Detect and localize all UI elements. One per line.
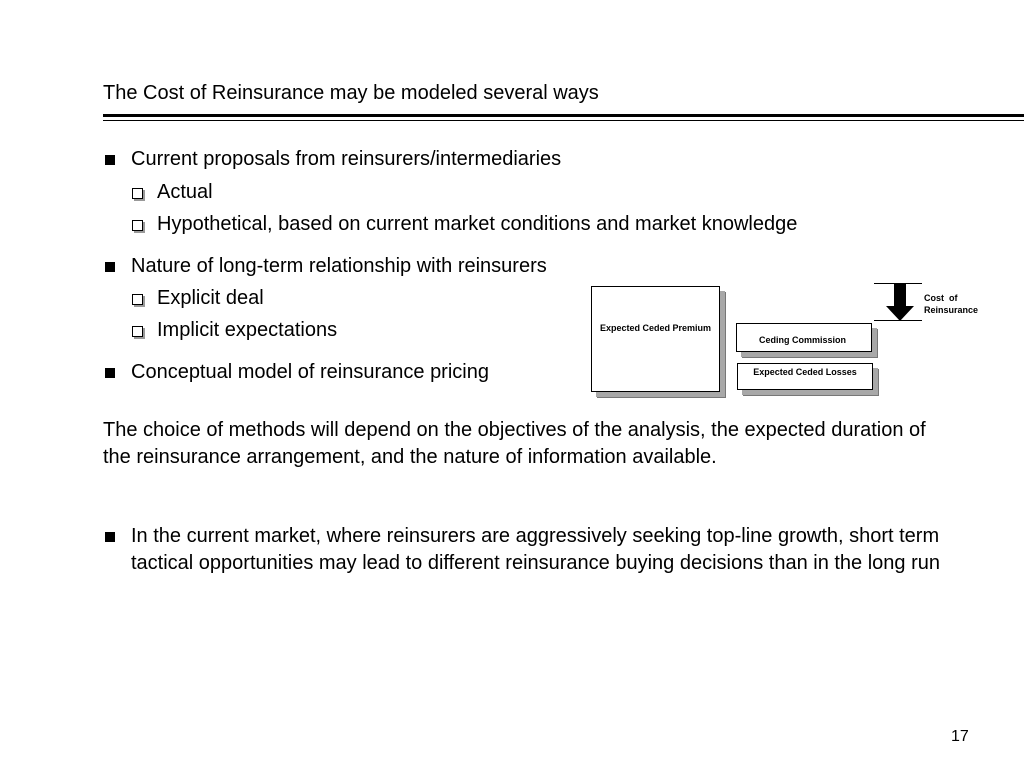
sub-bullet-text: Explicit deal (157, 287, 264, 309)
bullet-item-current-market (103, 523, 983, 577)
premium-box: Expected Ceded Premium (591, 286, 720, 392)
body-paragraph: The choice of methods will depend on the objectives of the analysis, the expected duration of the reinsurance arrangement, and the nature of information available. (103, 419, 926, 468)
sub-bullet-text: Actual (157, 181, 213, 203)
sub-bullet-text: Implicit expectations (157, 319, 338, 341)
slide-title: The Cost of Reinsurance may be modeled several ways (103, 82, 599, 104)
losses-box: Expected Ceded Losses (737, 363, 873, 390)
title-rule-thin (103, 120, 1024, 121)
hollow-square-bullet-icon (132, 220, 143, 231)
bullet-text: Nature of long-term relationship with reinsurers (131, 255, 547, 277)
hollow-square-bullet-icon (132, 294, 143, 305)
bullet-text: Current proposals from reinsurers/intermediaries (131, 148, 562, 170)
square-bullet-icon (105, 155, 115, 165)
square-bullet-icon (105, 262, 115, 272)
square-bullet-icon (105, 368, 115, 378)
sub-bullet-text: Hypothetical, based on current market conditions and market knowledge (157, 213, 798, 235)
hollow-square-bullet-icon (132, 188, 143, 199)
page-number: 17 (951, 728, 969, 745)
bullet-text: Conceptual model of reinsurance pricing (131, 361, 489, 383)
title-rule-thick (103, 114, 1024, 117)
square-bullet-icon (105, 532, 115, 542)
commission-box: Ceding Commission (736, 323, 872, 352)
cost-of-reinsurance-label: Cost of Reinsurance (924, 293, 979, 315)
hollow-square-bullet-icon (132, 326, 143, 337)
down-arrow-icon (884, 284, 916, 322)
bullet-text: In the current market, where reinsurers are aggressively seeking top-line growth, short term tactical opportunities may lead to different reinsurance buying decisions than in the long run (131, 525, 941, 574)
